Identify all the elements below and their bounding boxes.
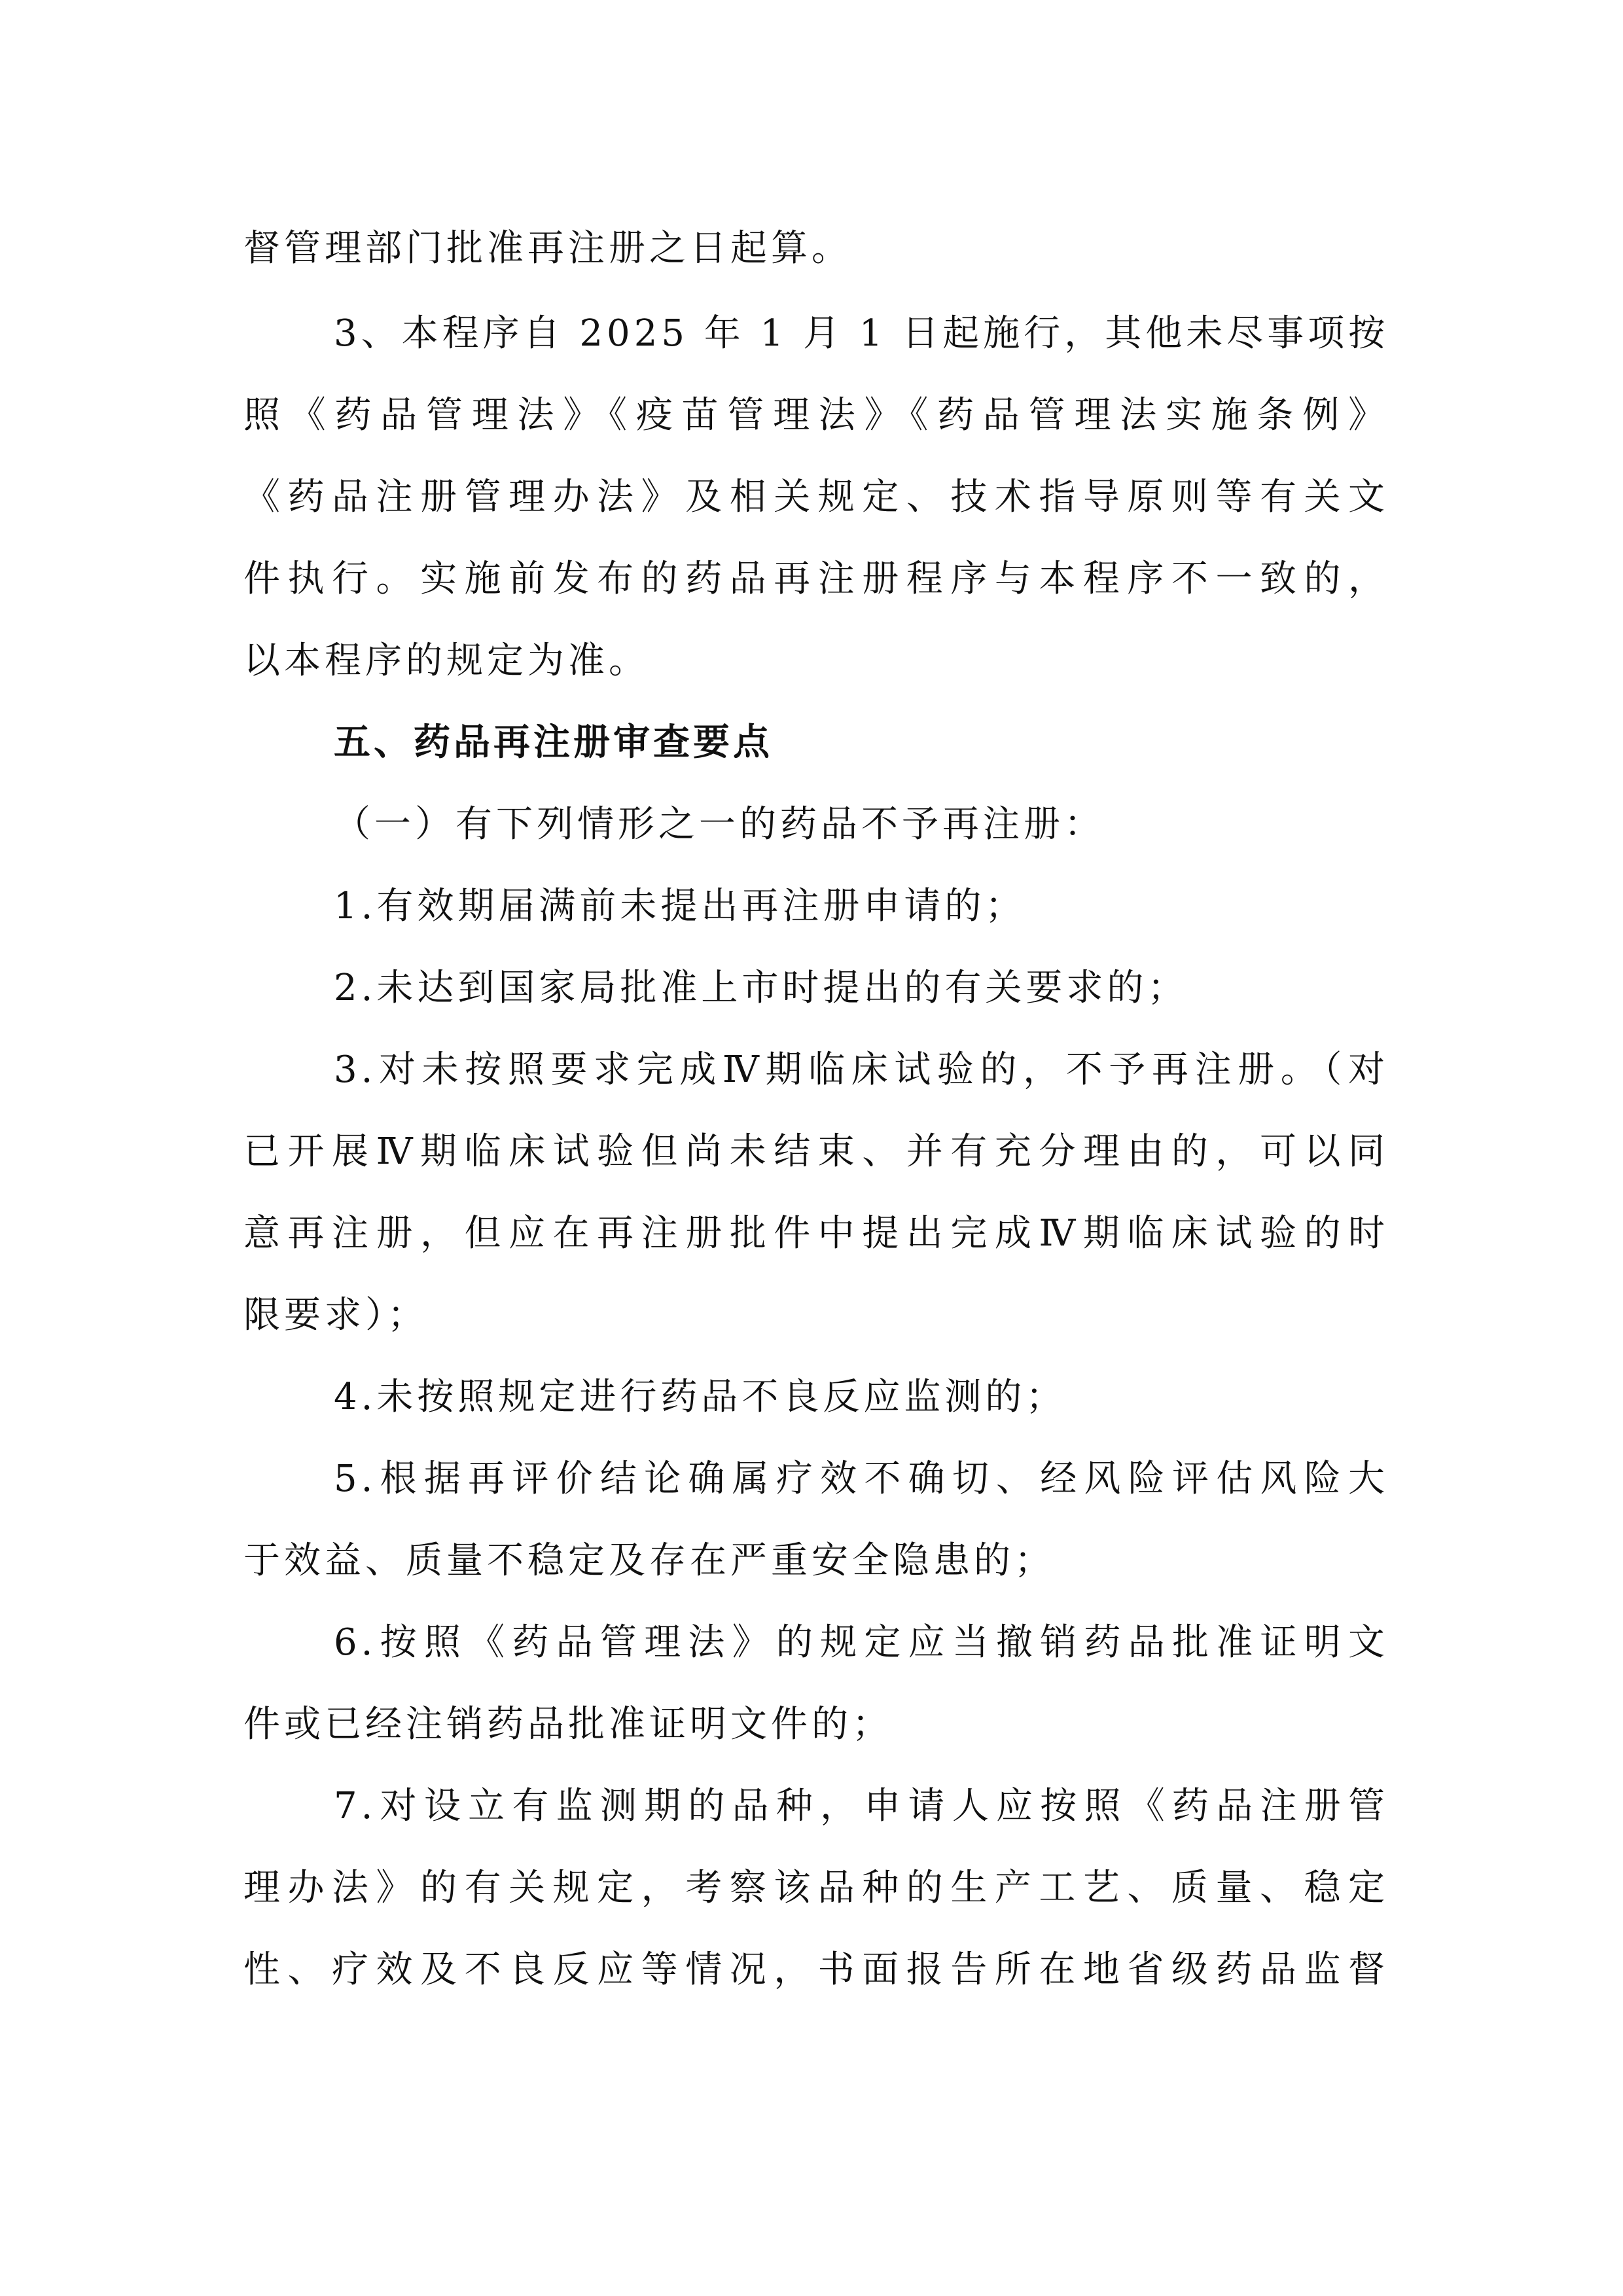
text-line: 性、疗效及不良反应等情况，书面报告所在地省级药品监督 bbox=[243, 1948, 1389, 1991]
list-item: 4.未按照规定进行药品不良反应监测的； bbox=[334, 1376, 1067, 1418]
text-line: 件或已经注销药品批准证明文件的； bbox=[243, 1703, 893, 1746]
text-line: 以本程序的规定为准。 bbox=[243, 639, 649, 682]
text-line: 理办法》的有关规定，考察该品种的生产工艺、质量、稳定 bbox=[243, 1867, 1389, 1909]
text-line: 件执行。实施前发布的药品再注册程序与本程序不一致的， bbox=[243, 558, 1389, 600]
section-heading: 五、药品再注册审查要点 bbox=[334, 721, 773, 764]
list-item: 6.按照《药品管理法》的规定应当撤销药品批准证明文 bbox=[334, 1621, 1389, 1664]
text-line: 《药品注册管理办法》及相关规定、技术指导原则等有关文 bbox=[243, 476, 1389, 518]
text-line: 照《药品管理法》《疫苗管理法》《药品管理法实施条例》 bbox=[243, 394, 1389, 437]
text-line: 于效益、质量不稳定及存在严重安全隐患的； bbox=[243, 1539, 1055, 1582]
list-item: 3.对未按照要求完成Ⅳ期临床试验的，不予再注册。（对 bbox=[334, 1049, 1389, 1091]
list-item: 7.对设立有监测期的品种，申请人应按照《药品注册管 bbox=[334, 1785, 1389, 1827]
text-line: 督管理部门批准再注册之日起算。 bbox=[243, 227, 852, 270]
list-item: 5.根据再评价结论确属疗效不确切、经风险评估风险大 bbox=[334, 1458, 1389, 1500]
text-line: 意再注册，但应在再注册批件中提出完成Ⅳ期临床试验的时 bbox=[243, 1212, 1389, 1255]
list-item: 2.未达到国家局批准上市时提出的有关要求的； bbox=[334, 967, 1188, 1009]
text-line: 已开展Ⅳ期临床试验但尚未结束、并有充分理由的，可以同 bbox=[243, 1130, 1389, 1173]
text-line: 限要求）； bbox=[243, 1294, 428, 1336]
subsection-heading: （一）有下列情形之一的药品不予再注册： bbox=[334, 803, 1105, 846]
list-item: 1.有效期届满前未提出再注册申请的； bbox=[334, 885, 1026, 927]
text-line: 3、本程序自 2025 年 1 月 1 日起施行，其他未尽事项按 bbox=[334, 312, 1389, 355]
